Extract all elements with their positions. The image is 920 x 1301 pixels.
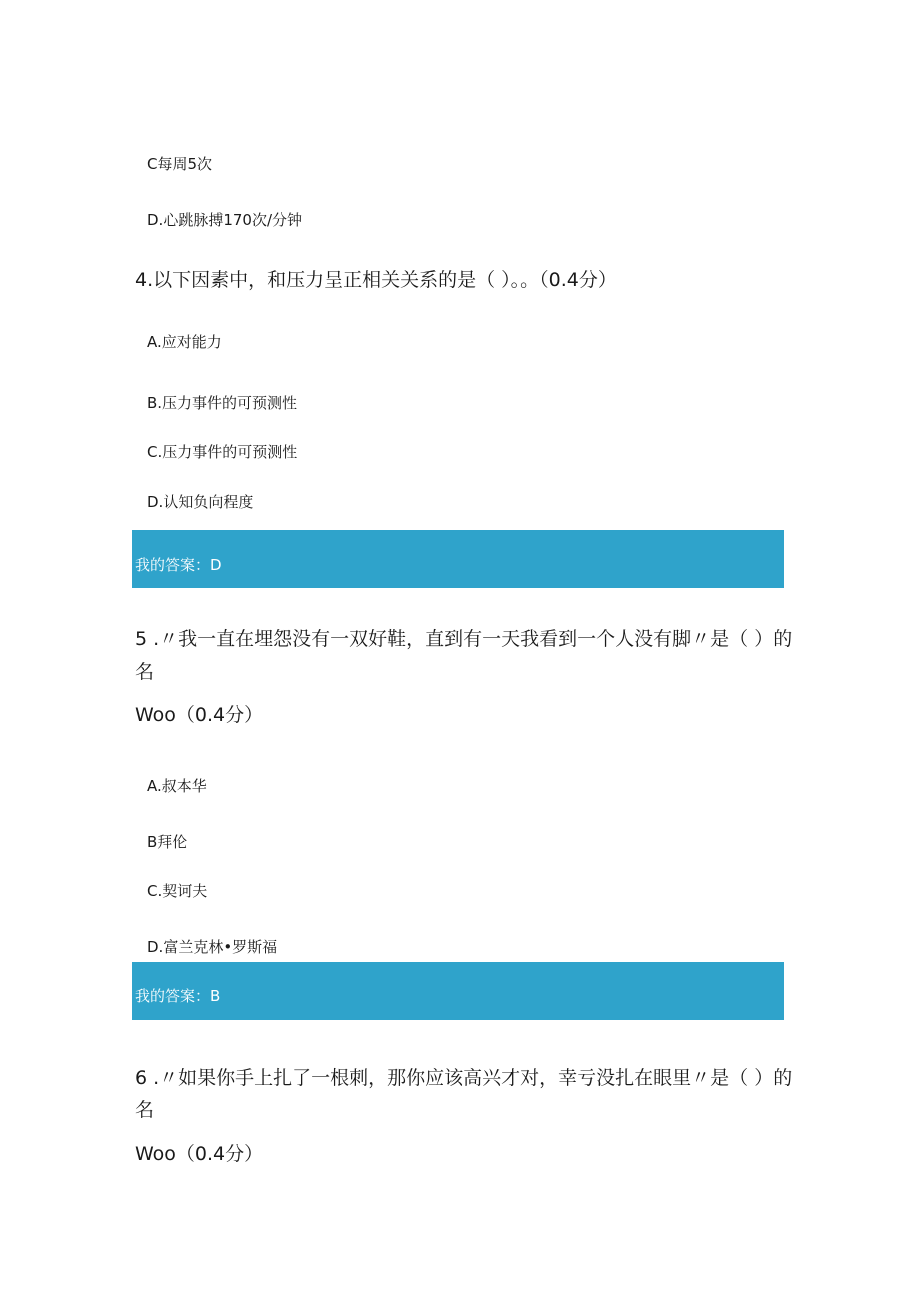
q5-option-d: D.富兰克林•罗斯福 [147, 938, 278, 956]
q6-question-line2: 名 [135, 1099, 155, 1121]
q6-question-line1: 6 .〃如果你手上扎了一根刺，那你应该高兴才对，幸亏没扎在眼里〃是（ ）的 [135, 1067, 793, 1089]
q4-answer-bar [132, 530, 784, 588]
q6-question-line3: Woo（0.4分） [135, 1143, 264, 1165]
q5-question-line3: Woo（0.4分） [135, 704, 264, 726]
q4-option-b: B.压力事件的可预测性 [147, 394, 298, 412]
q4-option-c: C.压力事件的可预测性 [147, 443, 298, 461]
q5-option-b: B拜伦 [147, 833, 188, 851]
q5-answer-bar [132, 962, 784, 1020]
q3-option-d: D.心跳脉搏170次/分钟 [147, 211, 303, 229]
q5-question-line1: 5 .〃我一直在埋怨没有一双好鞋，直到有一天我看到一个人没有脚〃是（ ）的 [135, 628, 793, 650]
q5-option-a: A.叔本华 [147, 777, 207, 795]
q4-question-text: 4.以下因素中，和压力呈正相关关系的是（ ）。。（0.4分） [135, 269, 617, 291]
q4-answer-text: 我的答案：D [135, 556, 222, 574]
q5-answer-text: 我的答案：B [135, 987, 221, 1005]
q4-option-a: A.应对能力 [147, 333, 222, 351]
q3-option-c: C每周5次 [147, 155, 213, 173]
q4-option-d: D.认知负向程度 [147, 493, 254, 511]
q5-question-line2: 名 [135, 661, 155, 683]
q5-option-c: C.契诃夫 [147, 882, 208, 900]
